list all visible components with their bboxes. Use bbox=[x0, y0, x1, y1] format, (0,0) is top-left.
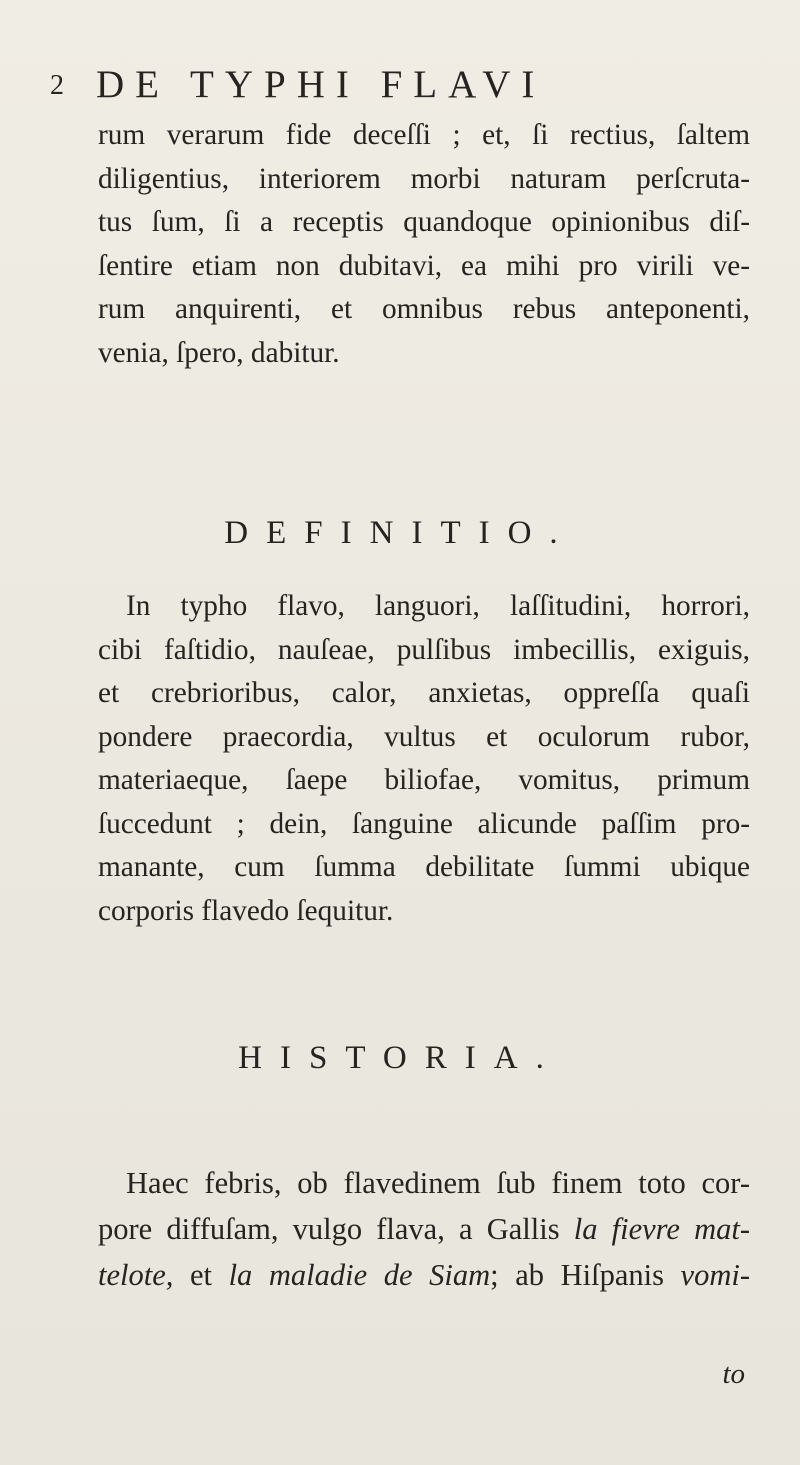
page-number: 2 bbox=[50, 70, 64, 101]
text-line: cibi faſtidio, nauſeae, pulſibus imbecillis, exiguis, bbox=[98, 633, 750, 666]
italic-segment: vomi- bbox=[680, 1258, 750, 1292]
italic-segment: la fievre mat- bbox=[573, 1212, 750, 1246]
heading-historia: HISTORIA. bbox=[238, 1040, 562, 1076]
continuation-paragraph bbox=[98, 114, 750, 375]
italic-segment: telote, bbox=[98, 1258, 174, 1292]
text-line: ſuccedunt ; dein, ſanguine alicunde paſſim pro- bbox=[98, 807, 750, 840]
text-segment: pore diffuſam, vulgo flava, a Gallis bbox=[98, 1212, 574, 1246]
definitio-paragraph bbox=[98, 585, 750, 933]
text-line: et crebrioribus, calor, anxietas, oppreſſa quaſi bbox=[98, 677, 750, 709]
text-line: corporis flavedo ſequitur. bbox=[98, 894, 394, 927]
text-line bbox=[98, 1252, 750, 1298]
italic-segment: la maladie de Siam bbox=[228, 1258, 491, 1292]
text-line: rum anquirenti, et omnibus rebus anteponenti, bbox=[98, 293, 750, 325]
heading-definitio: DEFINITIO. bbox=[224, 515, 576, 551]
text-line: rum verarum fide deceſſi ; et, ſi rectius, ſaltem bbox=[98, 119, 750, 151]
text-segment: ; ab Hiſpanis bbox=[490, 1258, 681, 1292]
text-line: venia, ſpero, dabitur. bbox=[98, 336, 340, 369]
text-line: manante, cum ſumma debilitate ſummi ubique bbox=[98, 851, 750, 883]
historia-paragraph bbox=[98, 1160, 750, 1298]
text-line: ſentire etiam non dubitavi, ea mihi pro virili ve- bbox=[98, 249, 750, 282]
running-title: DE TYPHI FLAVI bbox=[96, 63, 546, 106]
catchword: to bbox=[722, 1358, 745, 1390]
text-line: diligentius, interiorem morbi naturam perſcruta- bbox=[98, 162, 750, 195]
text-segment: et bbox=[173, 1258, 229, 1292]
text-line: materiaeque, ſaepe biliofae, vomitus, primum bbox=[98, 764, 750, 796]
text-line: Haec febris, ob flavedinem ſub finem toto cor- bbox=[126, 1166, 750, 1200]
text-line: pondere praecordia, vultus et oculorum rubor, bbox=[98, 720, 750, 753]
text-line: tus ſum, ſi a receptis quandoque opinionibus diſ- bbox=[98, 206, 750, 238]
running-head bbox=[50, 62, 750, 112]
text-line: In typho flavo, languori, laſſitudini, horrori, bbox=[126, 590, 750, 622]
text-line bbox=[98, 1206, 750, 1252]
